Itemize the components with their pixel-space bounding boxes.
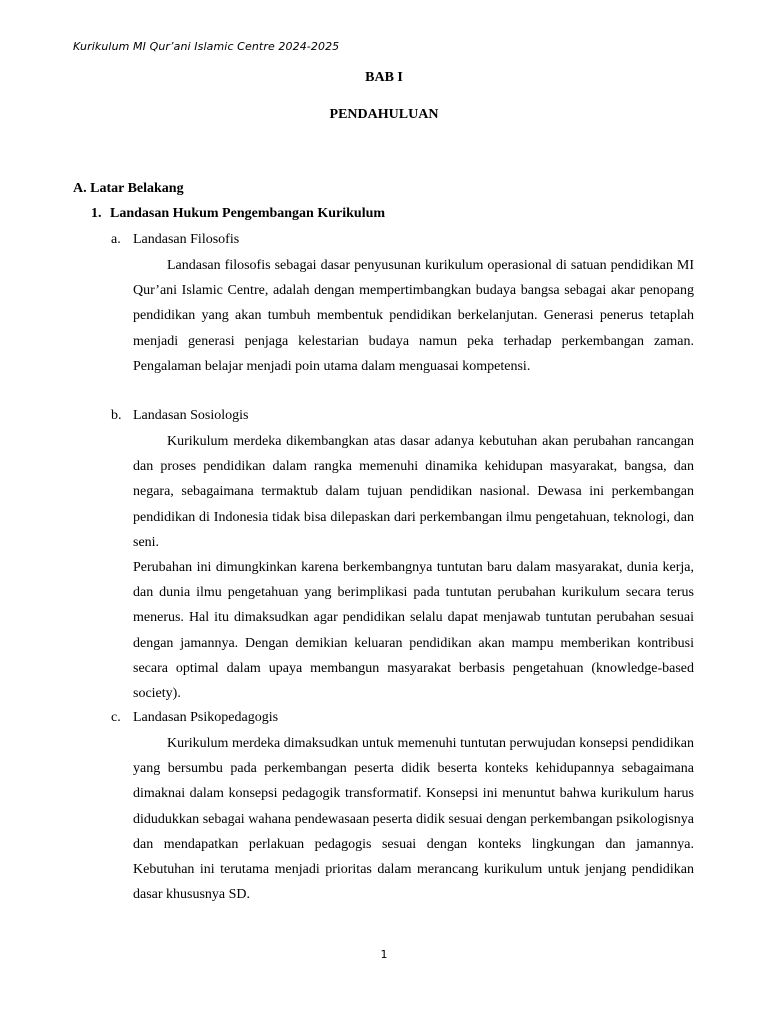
- paragraph-filosofis: Landasan filosofis sebagai dasar penyusunan kurikulum operasional di satuan pendidikan MI Qur’ani Islamic Centre, adalah dengan mempertimbangkan budaya bangsa sebagai akar penopang pendidikan yang akan tumbuh membentuk pendidikan berkelanjutan. Generasi penerus tetaplah menjadi generasi penjaga kelestarian budaya namun peka terhadap perkembangan zaman. Pengalaman belajar menjadi poin utama dalam menguasai kompetensi.: [133, 258, 694, 374]
- subsection-landasan-psikopedagogis: [111, 710, 278, 726]
- paragraph-psikopedagogis: Kurikulum merdeka dimaksudkan untuk memenuhi tuntutan perwujudan konsepsi pendidikan yang bersumbu pada perkembangan peserta didik beserta konteks kehidupannya sebagaimana dimaknai dalam konsepsi pedagogik transformatif. Konsepsi ini menuntut bahwa kurikulum harus didudukkan sebagai wahana pendewasaan peserta didik sesuai dengan perkembangan psikologisnya dan mendapatkan perlakuan pedagogis sesuai dengan konteks lingkungan dan jamannya. Kebutuhan ini terutama menjadi prioritas dalam merancang kurikulum untuk jenjang pendidikan dasar khususnya SD.: [133, 736, 694, 903]
- paragraph-sosiologis-1: Kurikulum merdeka dikembangkan atas dasar adanya kebutuhan akan perubahan rancangan dan proses pendidikan dalam rangka memenuhi dinamika kehidupan masyarakat, bangsa, dan negara, sebagaimana termaktub dalam tujuan pendidikan nasional. Dewasa ini perkembangan pendidikan di Indonesia tidak bisa dilepaskan dari perkembangan ilmu pengetahuan, teknologi, dan seni.: [133, 434, 694, 550]
- subsection-landasan-filosofis: [111, 232, 239, 248]
- numbered-heading-landasan-hukum: [91, 206, 385, 222]
- subsection-title: Landasan Sosiologis: [133, 408, 249, 423]
- running-header: Kurikulum MI Qur’ani Islamic Centre 2024-2025: [73, 40, 340, 53]
- list-letter: b.: [111, 408, 122, 423]
- list-number: 1.: [91, 206, 102, 221]
- list-letter: c.: [111, 710, 121, 725]
- section-heading-latar-belakang: A. Latar Belakang: [73, 181, 184, 196]
- paragraph-sosiologis-2: Perubahan ini dimungkinkan karena berkembangnya tuntutan baru dalam masyarakat, dunia kerja, dan dunia ilmu pengetahuan yang berimplikasi pada tuntutan perubahan kurikulum secara terus menerus. Hal itu dimaksudkan agar pendidikan selalu dapat menjawab tuntutan perubahan sesuai dengan jamannya. Dengan demikian keluaran pendidikan akan mampu memberikan kontribusi secara optimal dalam upaya membangun masyarakat berbasis pengetahuan (knowledge-based society).: [133, 560, 694, 702]
- subsection-title: Landasan Psikopedagogis: [133, 710, 279, 725]
- chapter-number: BAB I: [365, 70, 403, 85]
- numbered-heading-text: Landasan Hukum Pengembangan Kurikulum: [110, 206, 386, 221]
- page-number: 1: [380, 948, 388, 961]
- subsection-landasan-sosiologis: [111, 408, 249, 424]
- subsection-title: Landasan Filosofis: [133, 232, 240, 247]
- list-letter: a.: [111, 232, 121, 247]
- chapter-title: PENDAHULUAN: [329, 107, 439, 122]
